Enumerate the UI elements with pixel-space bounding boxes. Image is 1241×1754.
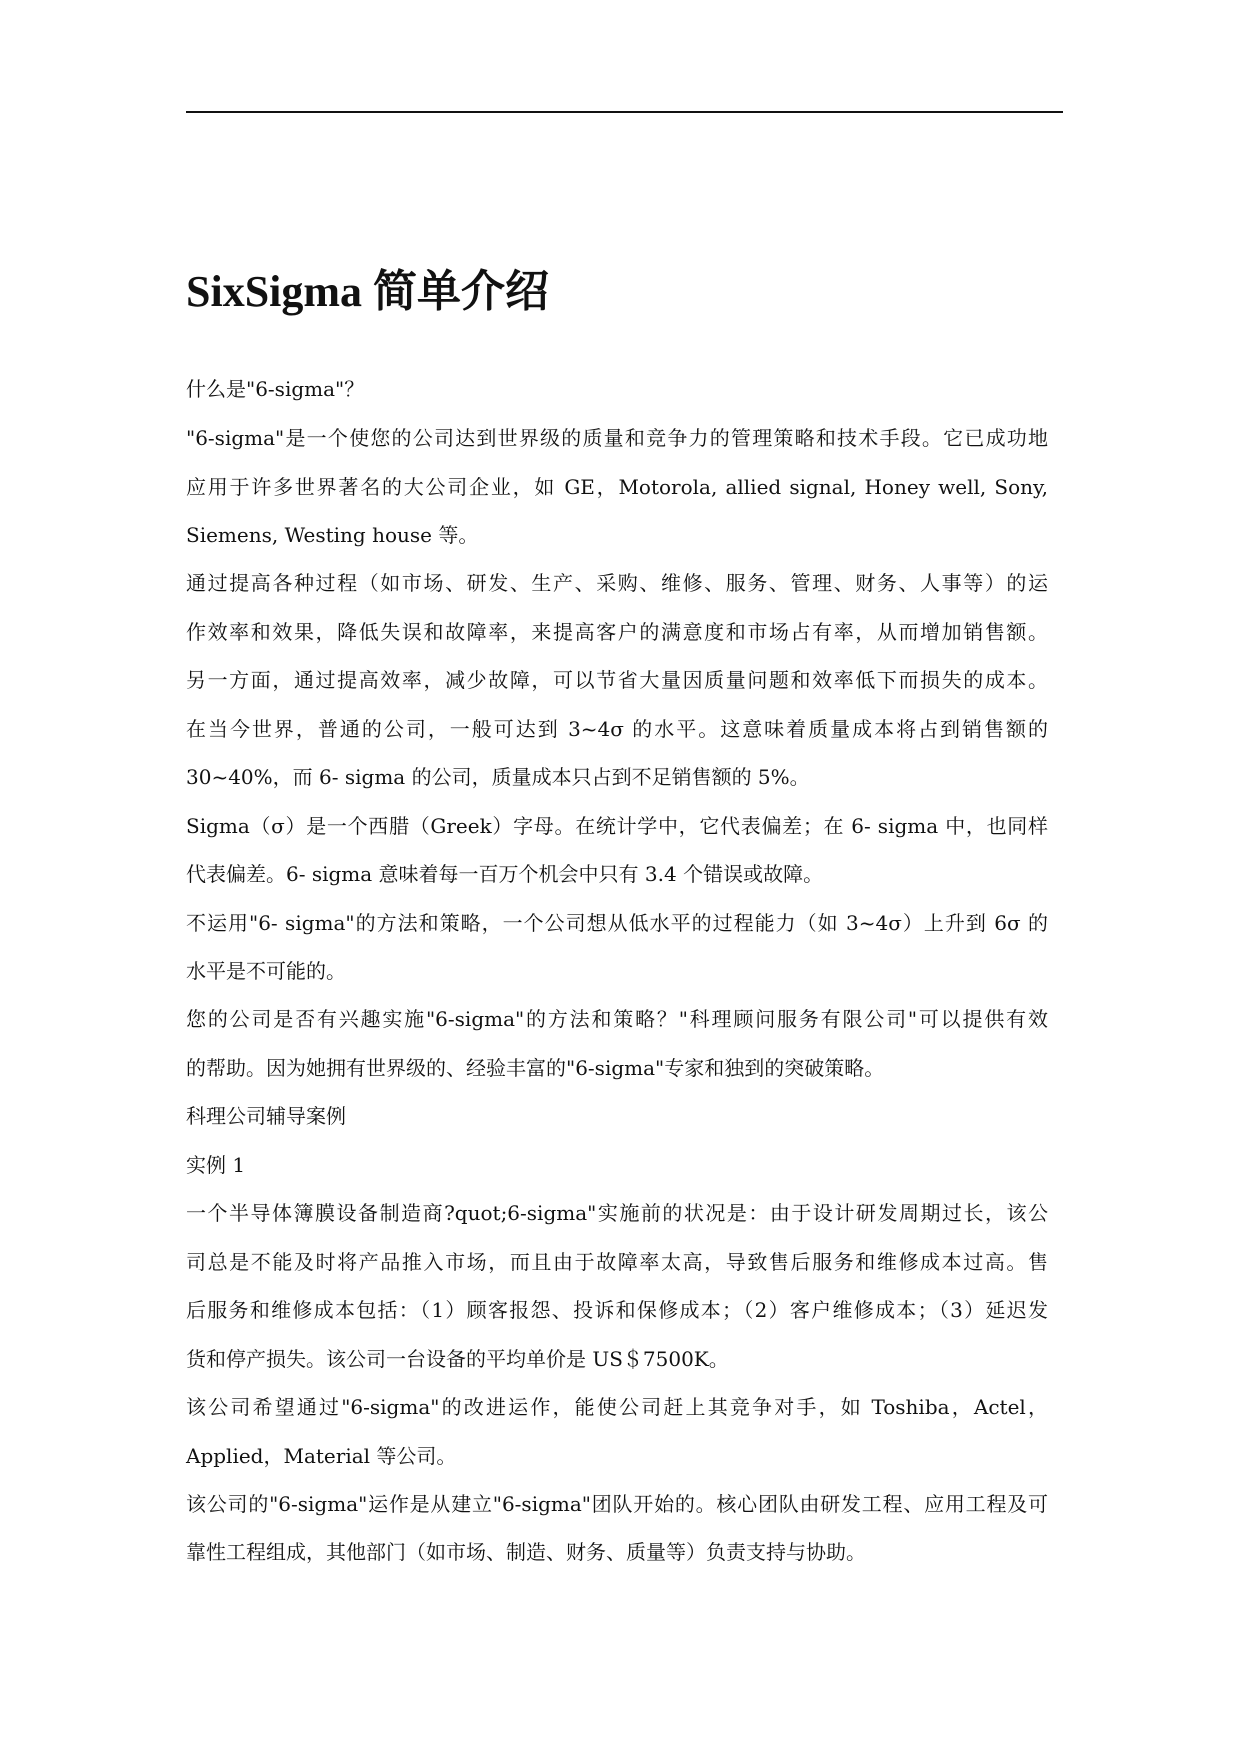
paragraph-line: 在当今世界，普通的公司，一般可达到 3~4σ 的水平。这意味着质量成本将占到销售额的 xyxy=(186,717,1048,741)
paragraph-line: 货和停产损失。该公司一台设备的平均单价是 US＄7500K。 xyxy=(186,1347,729,1371)
paragraph-line: 作效率和效果，降低失误和故障率，来提高客户的满意度和市场占有率，从而增加销售额。 xyxy=(186,620,1048,644)
paragraph-line: 一个半导体簿膜设备制造商?quot;6-sigma"实施前的状况是：由于设计研发周期过长，该公 xyxy=(186,1201,1048,1225)
section-heading: 科理公司辅导案例 xyxy=(186,1104,346,1128)
paragraph-line: "6-sigma"是一个使您的公司达到世界级的质量和竞争力的管理策略和技术手段。它已成功地 xyxy=(186,426,1048,450)
paragraph-line: 后服务和维修成本包括：（1）顾客报怨、投诉和保修成本；（2）客户维修成本；（3）延迟发 xyxy=(186,1298,1048,1322)
paragraph-line: 什么是"6-sigma"？ xyxy=(186,377,365,401)
paragraph-line: 水平是不可能的。 xyxy=(186,959,346,983)
paragraph-line: 您的公司是否有兴趣实施"6-sigma"的方法和策略？"科理顾问服务有限公司"可以提供有效 xyxy=(186,1007,1048,1031)
paragraph-line: 的帮助。因为她拥有世界级的、经验丰富的"6-sigma"专家和独到的突破策略。 xyxy=(186,1056,885,1080)
header-rule xyxy=(186,111,1063,113)
paragraph-line: 通过提高各种过程（如市场、研发、生产、采购、维修、服务、管理、财务、人事等）的运 xyxy=(186,571,1048,595)
subsection-heading: 实例 1 xyxy=(186,1153,246,1177)
paragraph-line: 该公司希望通过"6-sigma"的改进运作，能使公司赶上其竞争对手，如 Toshiba，Actel， xyxy=(186,1395,1048,1419)
paragraph-line: 不运用"6- sigma"的方法和策略，一个公司想从低水平的过程能力（如 3~4σ）上升到 6σ 的 xyxy=(186,911,1048,935)
paragraph-line: Siemens, Westing house 等。 xyxy=(186,523,479,547)
paragraph-line: 司总是不能及时将产品推入市场，而且由于故障率太高，导致售后服务和维修成本过高。售 xyxy=(186,1250,1048,1274)
paragraph-line: 30~40%，而 6- sigma 的公司，质量成本只占到不足销售额的 5%。 xyxy=(186,765,810,789)
paragraph-line: Sigma（σ）是一个西腊（Greek）字母。在统计学中，它代表偏差；在 6- sigma 中，也同样 xyxy=(186,814,1048,838)
paragraph-line: 靠性工程组成，其他部门（如市场、制造、财务、质量等）负责支持与协助。 xyxy=(186,1540,866,1564)
document-title: SixSigma 简单介绍 xyxy=(186,267,550,316)
paragraph-line: 应用于许多世界著名的大公司企业，如 GE，Motorola, allied signal, Honey well, Sony, xyxy=(186,475,1048,499)
paragraph-line: Applied，Material 等公司。 xyxy=(186,1444,457,1468)
paragraph-line: 代表偏差。6- sigma 意味着每一百万个机会中只有 3.4 个错误或故障。 xyxy=(186,862,824,886)
paragraph-line: 该公司的"6-sigma"运作是从建立"6-sigma"团队开始的。核心团队由研发工程、应用工程及可 xyxy=(186,1492,1048,1516)
paragraph-line: 另一方面，通过提高效率，减少故障，可以节省大量因质量问题和效率低下而损失的成本。 xyxy=(186,668,1048,692)
